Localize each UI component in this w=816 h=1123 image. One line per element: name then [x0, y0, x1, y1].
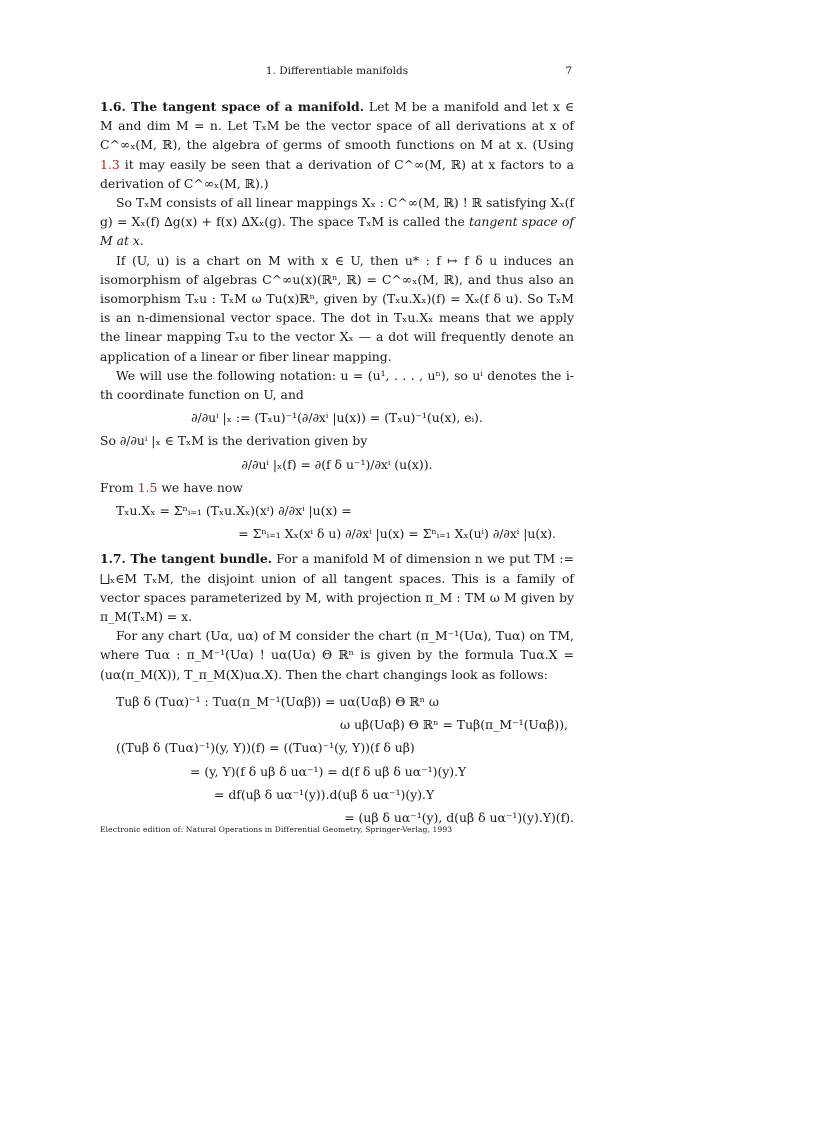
- equation-partial-def: ∂/∂uⁱ |ₓ := (Tₓu)⁻¹(∂/∂xⁱ |u(x)) = (Tₓu)⁻¹(u(x), eᵢ).: [191, 410, 483, 426]
- equation-expansion-line-1: Tₓu.Xₓ = Σⁿᵢ₌₁ (Tₓu.Xₓ)(xⁱ) ∂/∂xⁱ |u(x) =: [116, 503, 352, 519]
- equation-chart-change-3: ((Tuβ δ (Tuα)⁻¹)(y, Y))(f) = ((Tuα)⁻¹(y, Y))(f δ uβ): [116, 740, 415, 756]
- page-body: [100, 97, 574, 831]
- tangent-space-term: tangent space of M at x.: [100, 214, 574, 249]
- equation-chart-change-6: = (uβ δ uα⁻¹(y), d(uβ δ uα⁻¹)(y).Y)(f).: [344, 809, 574, 825]
- equation-chart-change-1: Tuβ δ (Tuα)⁻¹ : Tuα(π_M⁻¹(Uαβ)) = uα(Uαβ) Θ ℝⁿ ω: [116, 693, 440, 709]
- paragraph-notation: We will use the following notation: u = (u¹, . . . , uⁿ), so uⁱ denotes the i-th coordinate function on U, and: [100, 367, 574, 403]
- paragraph-derivation: So ∂/∂uⁱ |ₓ ∈ TₓM is the derivation given by: [100, 433, 368, 449]
- paragraph-chart: If (U, u) is a chart on M with x ∈ U, then u* : f ↦ f δ u induces an isomorphism of algebras C^∞u(x)(ℝⁿ, ℝ) = C^∞ₓ(M, ℝ), and thus also an isomorphism Tₓu : TₓM ω Tu(x)ℝⁿ, given by (Tₓu.Xₓ)(f) = Xₓ(f δ u). So TₓM is an n-dimensional vector space. The dot in Tₓu.Xₓ means that we apply the linear mapping Tₓu to the vector Xₓ — a dot will frequently denote an application of a linear or fiber linear mapping.: [100, 252, 574, 364]
- paragraph-chart-tm: For any chart (Uα, uα) of M consider the chart (π_M⁻¹(Uα), Tuα) on TM, where Tuα : π_M⁻¹(Uα) ! uα(Uα) Θ ℝⁿ is given by the formula Tuα.X = (uα(π_M(X)), T_π_M(X)uα.X). Then the chart changings look as follows:: [100, 628, 574, 682]
- ref-link-1-5[interactable]: 1.5: [137, 479, 158, 495]
- ref-link-1-3[interactable]: 1.3: [100, 156, 120, 172]
- equation-chart-change-4: = (y, Y)(f δ uβ δ uα⁻¹) = d(f δ uβ δ uα⁻¹)(y).Y: [190, 763, 467, 779]
- paragraph-from-1-5: From 1.5 we have now: [100, 479, 243, 495]
- paragraph-1-6: 1.6. The tangent space of a manifold. Let M be a manifold and let x ∈ M and dim M = n. Let TₓM be the vector space of all derivations at x of C^∞ₓ(M, ℝ), the algebra of germs of smooth functions on M at x. (Using 1.3 it may easily be seen that a derivation of C^∞(M, ℝ) at x factors to a derivation of C^∞ₓ(M, ℝ).): [100, 99, 574, 191]
- page-number: 7: [565, 65, 572, 77]
- section-heading-1-6: 1.6. The tangent space of a manifold.: [100, 99, 365, 114]
- chapter-title: 1. Differentiable manifolds: [265, 65, 409, 77]
- paragraph-tangent-def: So TₓM consists of all linear mappings Xₓ : C^∞(M, ℝ) ! ℝ satisfying Xₓ(f g) = Xₓ(f) ∆g(x) + f(x) ∆Xₓ(g). The space TₓM is called the tangent space of M at x.: [100, 195, 574, 249]
- footer-note: Electronic edition of: Natural Operations in Differential Geometry, Springer-Verlag, 1993: [100, 825, 453, 834]
- equation-chart-change-2: ω uβ(Uαβ) Θ ℝⁿ = Tuβ(π_M⁻¹(Uαβ)),: [340, 717, 568, 733]
- equation-chart-change-5: = df(uβ δ uα⁻¹(y)).d(uβ δ uα⁻¹)(y).Y: [214, 786, 435, 802]
- equation-expansion-line-2: = Σⁿᵢ₌₁ Xₓ(xⁱ δ u) ∂/∂xⁱ |u(x) = Σⁿᵢ₌₁ Xₓ(uⁱ) ∂/∂xⁱ |u(x).: [238, 526, 556, 542]
- paragraph-1-7: 1.7. The tangent bundle. For a manifold M of dimension n we put TM := ⨆ₓ∈M TₓM, the disjoint union of all tangent spaces. This is a family of vector spaces parameterized by M, with projection π_M : TM ω M given by π_M(TₓM) = x.: [100, 551, 574, 625]
- section-heading-1-7: 1.7. The tangent bundle.: [100, 551, 273, 567]
- equation-derivation: ∂/∂uⁱ |ₓ(f) = ∂(f δ u⁻¹)/∂xⁱ (u(x)).: [241, 456, 433, 472]
